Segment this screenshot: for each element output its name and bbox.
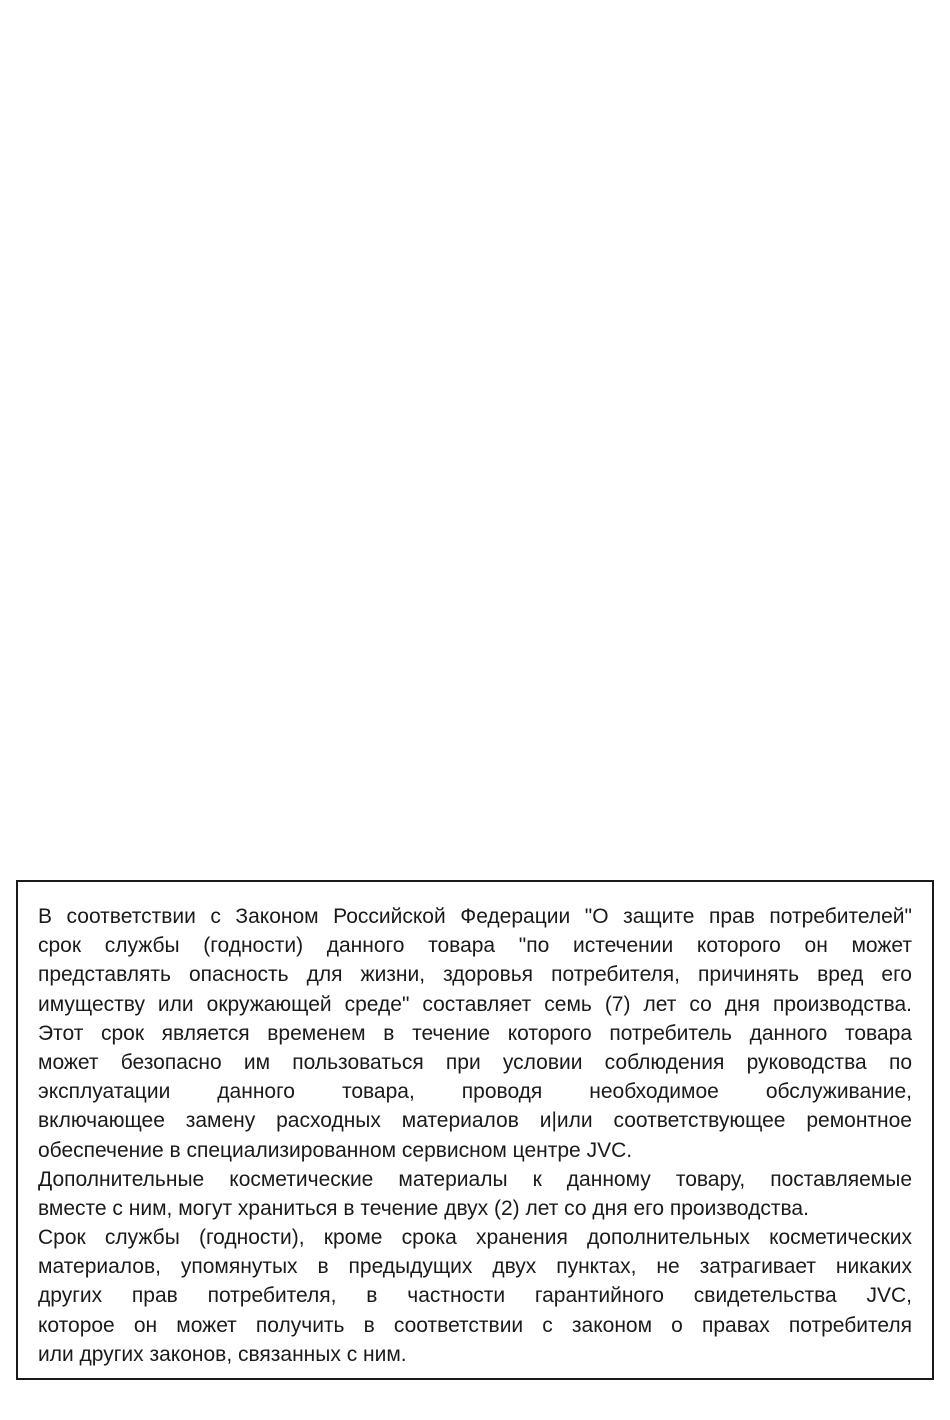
notice-line: Этот срок является временем в течение которого потребитель данного товара [38,1021,912,1045]
service-life-notice [16,880,934,1380]
notice-line: обеспечение в специализированном сервисном центре JVC. [38,1138,633,1162]
notice-line: представлять опасность для жизни, здоровья потребителя, причинять вред его [38,963,912,987]
notice-line: материалов, упомянутых в предыдущих двух пунктах, не затрагивает никаких [38,1255,912,1279]
notice-line: других прав потребителя, в частности гарантийного свидетельства JVC, [38,1284,912,1308]
notice-line: Дополнительные косметические материалы к данному товару, поставляемые [38,1167,912,1191]
notice-line: срок службы (годности) данного товара "по истечении которого он может [38,934,912,958]
notice-line: Срок службы (годности), кроме срока хранения дополнительных косметических [38,1226,912,1250]
notice-line: или других законов, связанных с ним. [38,1342,407,1366]
notice-line: включающее замену расходных материалов и|или соответствующее ремонтное [38,1109,912,1133]
notice-line: имуществу или окружающей среде" составляет семь (7) лет со дня производства. [38,992,912,1016]
notice-line: эксплуатации данного товара, проводя необходимое обслуживание, [38,1080,912,1104]
notice-line: которое он может получить в соответствии с законом о правах потребителя [38,1313,912,1337]
notice-line: вместе с ним, могут храниться в течение двух (2) лет со дня его производства. [38,1196,809,1220]
notice-line: может безопасно им пользоваться при условии соблюдения руководства по [38,1050,912,1074]
notice-line: В соответствии с Законом Российской Федерации "О защите прав потребителей" [38,905,912,928]
